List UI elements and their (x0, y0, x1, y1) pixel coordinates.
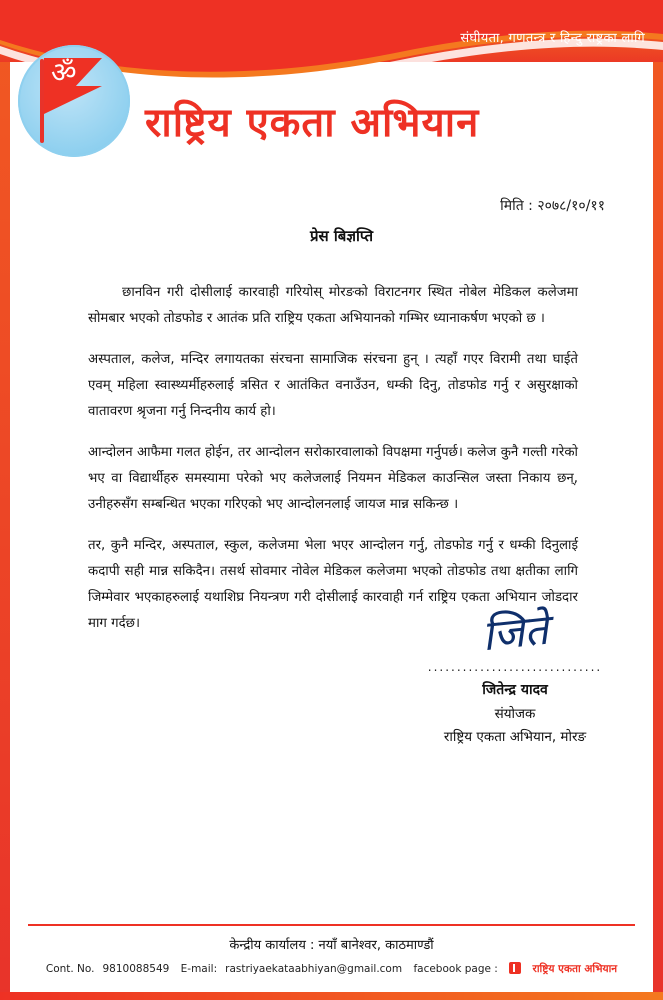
footer-orange-band (0, 992, 663, 1000)
organization-logo (18, 45, 130, 157)
footer-address: केन्द्रीय कार्यालय : नयाँ बानेश्वर, काठमाण्डौं (229, 938, 434, 953)
signature-block (420, 604, 610, 745)
facebook-label: facebook page : (413, 963, 498, 975)
footer-contact-row (0, 962, 663, 976)
organization-title: राष्ट्रिय एकता अभियान (145, 100, 480, 146)
body-paragraph: अस्पताल, कलेज, मन्दिर लगायतका संरचना सामाजिक संरचना हुन् । त्यहाँ गएर विरामी तथा घाईते एवम् महिला स्वास्थ्यर्मीहरुलाई त्रसित र आतंकित वनाउँउन, धम्की दिनु, तोडफोड गर्नु र असुरक्षाको वातावरण श्रृजना गर्नु निन्दनीय कार्य हो। (88, 352, 578, 419)
body-paragraph: आन्दोलन आफैमा गलत होईन, तर आन्दोलन सरोकारवालाको विपक्षमा गर्नुपर्छ। कलेज कुनै गल्ती गरेको भए वा विद्यार्थीहरु समस्यामा परेको भए कलेजलाई नियमन मेडिकल काउन्सिल जस्ता निकाय छन्, उनीहरुसँग सम्बन्धित भएका गरिएको भए आन्दोलनलाई जायज मान्न सकिन्छ । (88, 445, 578, 512)
signature-line: .............................. (427, 660, 603, 674)
om-symbol-icon: ॐ (51, 56, 77, 89)
body-paragraph: तर, कुनै मन्दिर, अस्पताल, स्कुल, कलेजमा भेला भएर आन्दोलन गर्नु, तोडफोड गर्नु र धम्की दिनुलाई कदापी सही मान्न सकिदैन। तसर्थ सोवमार नोवेल मेडिकल कलेजमा भएको तोडफोड तथा क्षतीका लागि जिम्मेवार भएकाहरुलाई यथाशिघ्र नियन्त्रण गरी दोसीलाई कारवाही गर्न राष्ट्रिय एकता अभियान जोडदार माग गर्दछ। (88, 538, 578, 631)
header-tagline: संघीयता, गणतन्त्र र हिन्दु राष्ट्रका लागि (460, 31, 645, 46)
body-paragraph: छानविन गरी दोसीलाई कारवाही गरियोस् मोरङको विराटनगर स्थित नोबेल मेडिकल कलेजमा सोमबार भएको तोडफोड र आतंक प्रति राष्ट्रिय एकता अभियानको गम्भिर ध्यानाकर्षण भएको छ । (88, 285, 578, 326)
facebook-page-name[interactable]: राष्ट्रिय एकता अभियान (532, 963, 618, 975)
signatory-name: जितेन्द्र यादव (482, 682, 548, 698)
signatory-role: संयोजक (494, 706, 536, 722)
footer-divider (28, 924, 635, 926)
document-date: मिति : २०७८/१०/११ (500, 198, 605, 214)
flag-pole-icon (40, 59, 44, 143)
contact-label: Cont. No. (45, 963, 95, 975)
facebook-icon (509, 962, 521, 974)
email-label: E-mail: (180, 963, 218, 975)
signatory-organization: राष्ट्रिय एकता अभियान, मोरङ (443, 729, 587, 745)
email-address[interactable]: rastriyaekataabhiyan@gmail.com (225, 963, 403, 975)
contact-number: 9810088549 (102, 963, 170, 975)
document-body (88, 280, 578, 652)
document-subject: प्रेस बिज्ञप्ति (309, 227, 374, 245)
handwritten-signature: जिते (479, 604, 551, 661)
